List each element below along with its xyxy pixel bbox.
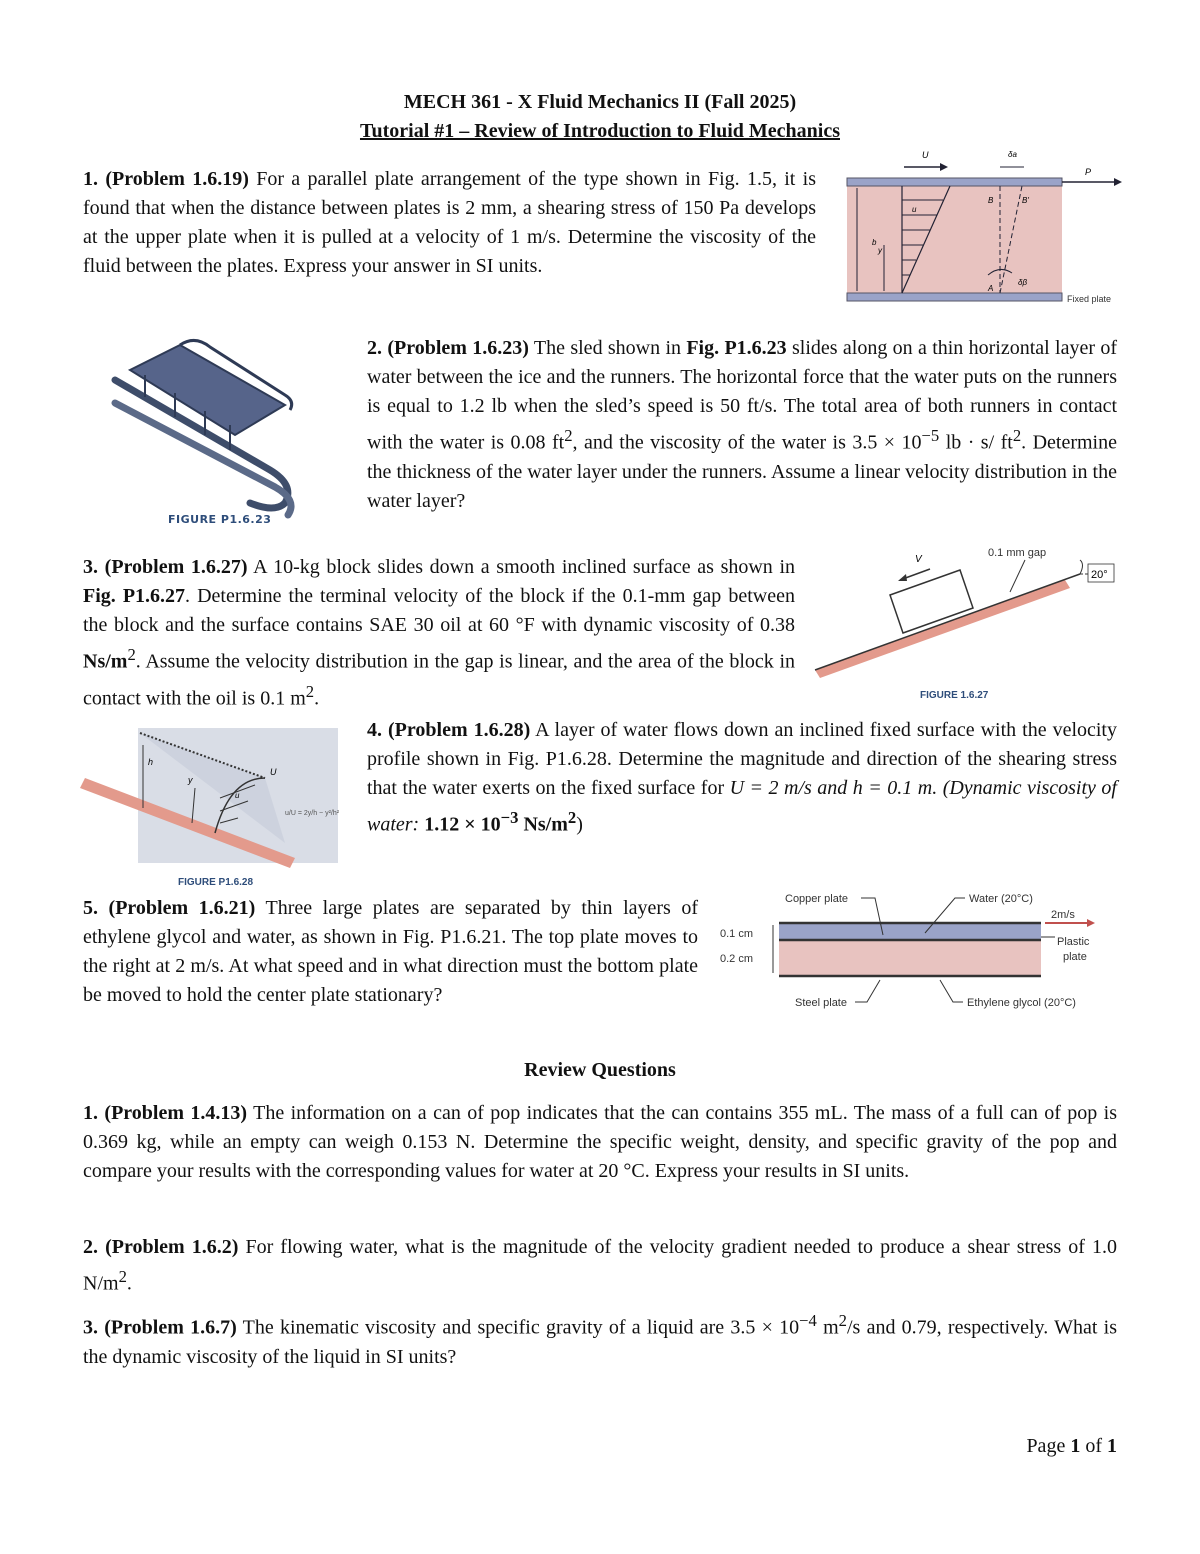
question-text: /s and 0.79, respectively. What is the dynamic viscosity of the liquid in SI units? — [83, 1316, 1118, 1368]
problem-5 — [83, 894, 698, 1010]
review-heading — [0, 1056, 1200, 1085]
superscript: −4 — [799, 1311, 817, 1330]
question-text: For flowing water, what is the magnitude of the velocity gradient needed to produce a shear stress of 1.0 N/m — [83, 1236, 1117, 1295]
copper-label: Copper plate — [785, 893, 848, 905]
fixed-plate — [847, 293, 1062, 301]
unit: Ns/m — [83, 650, 128, 673]
glycol-layer — [779, 940, 1041, 976]
gap-label: 0.1 mm gap — [988, 547, 1047, 559]
delta-a-label: δa — [1008, 150, 1017, 159]
question-ref: (Problem 1.4.13) — [104, 1102, 248, 1124]
problem-text: A layer of water flows down an inclined fixed surface with the velocity profile shown in Fig. P1.6.28. Determine the magnitude and direction of the shearing stress that the water exerts on the fixed surface for — [367, 719, 1117, 799]
water-label: Water (20°C) — [969, 893, 1033, 905]
question-number: 1. — [83, 1102, 98, 1124]
tutorial-line: Tutorial #1 – Review of Introduction to Fluid Mechanics — [359, 120, 840, 142]
problem-ref: (Problem 1.6.28) — [388, 719, 531, 741]
problem-1 — [83, 165, 816, 281]
superscript: 2 — [1012, 426, 1022, 445]
y-label: y — [188, 775, 193, 785]
sled-caption: FIGURE P1.6.23 — [168, 513, 272, 526]
water-caption: FIGURE P1.6.28 — [178, 877, 254, 888]
page-of: of — [1080, 1435, 1107, 1457]
review-title: Review Questions — [524, 1059, 676, 1081]
problem-2 — [367, 334, 1117, 516]
problem-text: , and the viscosity of the water is 3.5 × 10 — [572, 431, 922, 454]
u-label: u — [912, 205, 917, 214]
velocity-value: U = 2 m/s and — [729, 777, 853, 799]
problem-number: 1. — [83, 168, 98, 190]
page-footer — [1026, 1432, 1117, 1461]
three-plate-figure — [715, 885, 1105, 1015]
h-label: h — [148, 757, 154, 767]
y-label: y — [878, 246, 882, 255]
superscript: 2 — [127, 645, 136, 664]
problem-ref: (Problem 1.6.19) — [105, 168, 249, 190]
delta-beta-label: δβ — [1018, 278, 1028, 287]
superscript: −3 — [500, 808, 519, 827]
problem-text: . Assume the velocity distribution in the gap is linear, and the area of the block in contact with the oil is 0.1 m — [83, 650, 795, 710]
review-question-2 — [83, 1233, 1117, 1299]
problem-number: 2. — [367, 337, 382, 359]
page-total: 1 — [1107, 1435, 1117, 1457]
page-number: 1 — [1070, 1435, 1081, 1457]
question-text: The kinematic viscosity and specific gravity of a liquid are 3.5 × 10 — [236, 1316, 800, 1339]
superscript: 2 — [118, 1267, 127, 1286]
gap2-label: 0.2 cm — [720, 953, 754, 965]
sled-figure — [100, 335, 300, 530]
profile-equation: u/U = 2y/h − y²/h² — [285, 810, 340, 817]
b-prime-point: B' — [1022, 196, 1029, 205]
question-number: 2. — [83, 1236, 98, 1258]
gap-label: b — [872, 238, 877, 247]
problem-ref: (Problem 1.6.21) — [108, 897, 256, 919]
water-layer-figure — [80, 723, 370, 888]
speed-label: 2m/s — [1051, 909, 1075, 921]
review-question-1 — [83, 1099, 1117, 1186]
question-ref: (Problem 1.6.7) — [104, 1316, 237, 1339]
superscript: 2 — [567, 808, 577, 827]
superscript: 2 — [838, 1311, 847, 1330]
problem-text: Three large plates are separated by thin layers of ethylene glycol and water, as shown in Fig. P1.6.21. The top plate moves to the right at 2 m/s. At what speed and in what direction must the bottom plate be moved to hold the center plate stationary? — [83, 897, 698, 1006]
problem-text: The sled shown in — [528, 337, 687, 359]
superscript: 2 — [564, 426, 573, 445]
velocity-label: U — [922, 150, 929, 160]
u-label: u — [235, 791, 240, 800]
incline-caption: FIGURE 1.6.27 — [920, 690, 989, 701]
a-point: A — [988, 284, 994, 293]
u-max-label: U — [270, 767, 277, 777]
superscript: −5 — [921, 426, 940, 445]
height-value: h = 0.1 m. (Dynamic viscosity of water: — [367, 777, 1117, 836]
glycol-label: Ethylene glycol (20°C) — [967, 997, 1076, 1009]
steel-label: Steel plate — [795, 997, 847, 1009]
problem-text: . Determine the thickness of the water layer under the runners. Assume a linear velocity distribution in the water layer? — [367, 431, 1117, 512]
plastic-label: Plastic — [1057, 936, 1090, 948]
problem-number: 3. — [83, 556, 98, 578]
question-text: m — [816, 1316, 839, 1339]
page-label: Page — [1026, 1435, 1071, 1457]
course-line: MECH 361 - X Fluid Mechanics II (Fall 2025) — [403, 91, 797, 113]
question-ref: (Problem 1.6.2) — [105, 1236, 239, 1258]
viscosity-value: 1.12 × 10 — [424, 813, 501, 836]
problem-4 — [367, 716, 1117, 840]
course-title — [0, 88, 1200, 146]
problem-text: lb · s/ ft — [939, 431, 1013, 454]
figure-ref: Fig. P1.6.23 — [686, 337, 787, 359]
problem-text: . — [314, 687, 320, 710]
gap1-label: 0.1 cm — [720, 928, 754, 940]
b-point: B — [988, 196, 994, 205]
figure-ref: Fig. P1.6.27 — [83, 585, 186, 607]
fixed-plate-label: Fixed plate — [1067, 294, 1112, 304]
angle-label: 20° — [1091, 569, 1108, 581]
problem-text: ) — [576, 813, 583, 836]
upper-plate — [847, 178, 1062, 186]
question-text: . — [126, 1272, 132, 1295]
superscript: 2 — [305, 681, 315, 701]
parallel-plate-figure — [842, 145, 1127, 310]
velocity-label: V — [915, 554, 922, 565]
problem-text: slides along on a thin horizontal layer of water between the ice and the runners. The horizontal force that the water puts on the runners is equal to 1.2 lb when the sled’s speed is 50 ft/s. The total area of both runners in contact with the water is 0.08 ft — [367, 337, 1118, 454]
fluid-region — [847, 182, 1062, 297]
problem-3 — [83, 553, 795, 713]
problem-ref: (Problem 1.6.27) — [104, 556, 248, 578]
incline-block-figure — [810, 540, 1120, 705]
problem-text: A 10-kg block slides down a smooth inclined surface as shown in — [247, 556, 795, 578]
problem-number: 4. — [367, 719, 382, 741]
viscosity-unit: Ns/m — [518, 813, 568, 836]
sled-runner-front — [115, 403, 291, 515]
plate-label: plate — [1063, 951, 1087, 963]
problem-text: For a parallel plate arrangement of the type shown in Fig. 1.5, it is found that when the distance between plates is 2 mm, a shearing stress of 150 Pa develops at the upper plate when it is pulled at a velocity of 1 m/s. Determine the viscosity of the fluid between the plates. Express your answer in SI units. — [83, 168, 817, 277]
review-question-3 — [83, 1306, 1117, 1372]
problem-ref: (Problem 1.6.23) — [387, 337, 529, 359]
problem-text: . Determine the terminal velocity of the block if the 0.1-mm gap between the block and the surface contains SAE 30 oil at 60 °F with dynamic viscosity of 0.38 — [83, 585, 795, 636]
force-label: P — [1085, 167, 1092, 177]
problem-number: 5. — [83, 897, 98, 919]
water-layer — [779, 923, 1041, 940]
question-number: 3. — [83, 1316, 98, 1339]
question-text: The information on a can of pop indicates that the can contains 355 mL. The mass of a full can of pop is 0.369 kg, while an empty can weigh 0.153 N. Determine the specific weight, density, and specific gravity of the pop and compare your results with the corresponding values for water at 20 °C. Express your results in SI units. — [83, 1102, 1118, 1182]
